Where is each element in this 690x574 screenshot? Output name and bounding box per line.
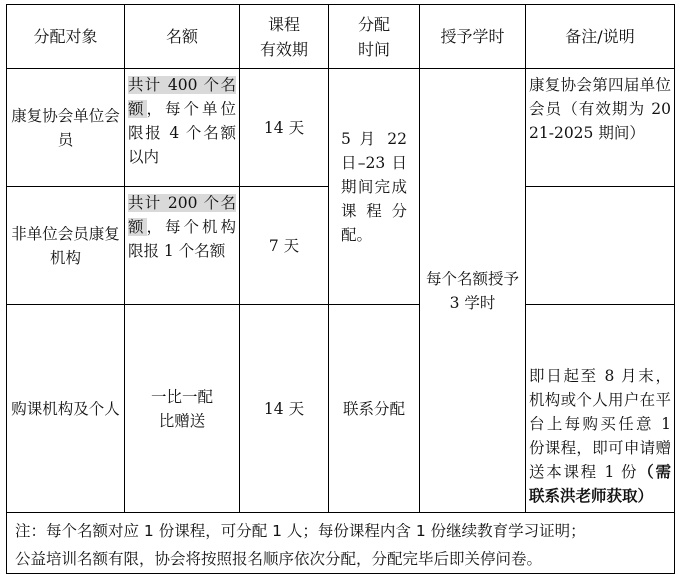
header-target: 分配对象 (7, 5, 125, 69)
header-time: 分配 时间 (329, 5, 420, 69)
table-row (7, 69, 675, 187)
time-rows-1-2: 5 月 22 日–23 日期间完成课程分配。 (329, 69, 420, 305)
highlight: 名额 (128, 194, 236, 236)
row3-validity: 14 天 (240, 305, 329, 513)
row1-target: 康复协会单位会员 (7, 69, 125, 187)
footnote: 注：每个名额对应 1 份课程，可分配 1 人；每份课程内含 1 份继续教育学习证明； 公益培训名额有限，协会将按照报名顺序依次分配，分配完毕后即关停问卷。 (7, 513, 675, 574)
row2-quota: 共计 200 个名额，每个机构限报 1 个名额 (125, 187, 240, 305)
row2-remark (526, 187, 675, 305)
quota-allocation-table (6, 4, 675, 574)
header-row (7, 5, 675, 69)
header-remarks: 备注/说明 (526, 5, 675, 69)
row3-remark: 即日起至 8 月末，机构或个人用户在平台上每购买任意 1 份课程，即可申请赠送本课程 1 份（需联系洪老师获取） (526, 305, 675, 513)
row3-target: 购课机构及个人 (7, 305, 125, 513)
highlight: 共计 200 个 (128, 194, 221, 212)
row3-quota: 一比一配比赠送 (125, 305, 240, 513)
hours-all-rows: 每个名额授予 3 学时 (420, 69, 526, 513)
row3-time: 联系分配 (329, 305, 420, 513)
row2-target: 非单位会员康复机构 (7, 187, 125, 305)
table-row (7, 305, 675, 513)
row1-remark: 康复协会第四届单位会员（有效期为 2021-2025 期间） (526, 69, 675, 187)
header-validity: 课程 有效期 (240, 5, 329, 69)
row1-quota: 共计 400 个名额，每个单位限报 4 个名额以内 (125, 69, 240, 187)
highlight: 共计 400 个 (128, 76, 221, 94)
header-hours: 授予学时 (420, 5, 526, 69)
note-row (7, 513, 675, 574)
row2-validity: 7 天 (240, 187, 329, 305)
header-quota: 名额 (125, 5, 240, 69)
highlight: 名额 (128, 76, 236, 118)
row1-validity: 14 天 (240, 69, 329, 187)
